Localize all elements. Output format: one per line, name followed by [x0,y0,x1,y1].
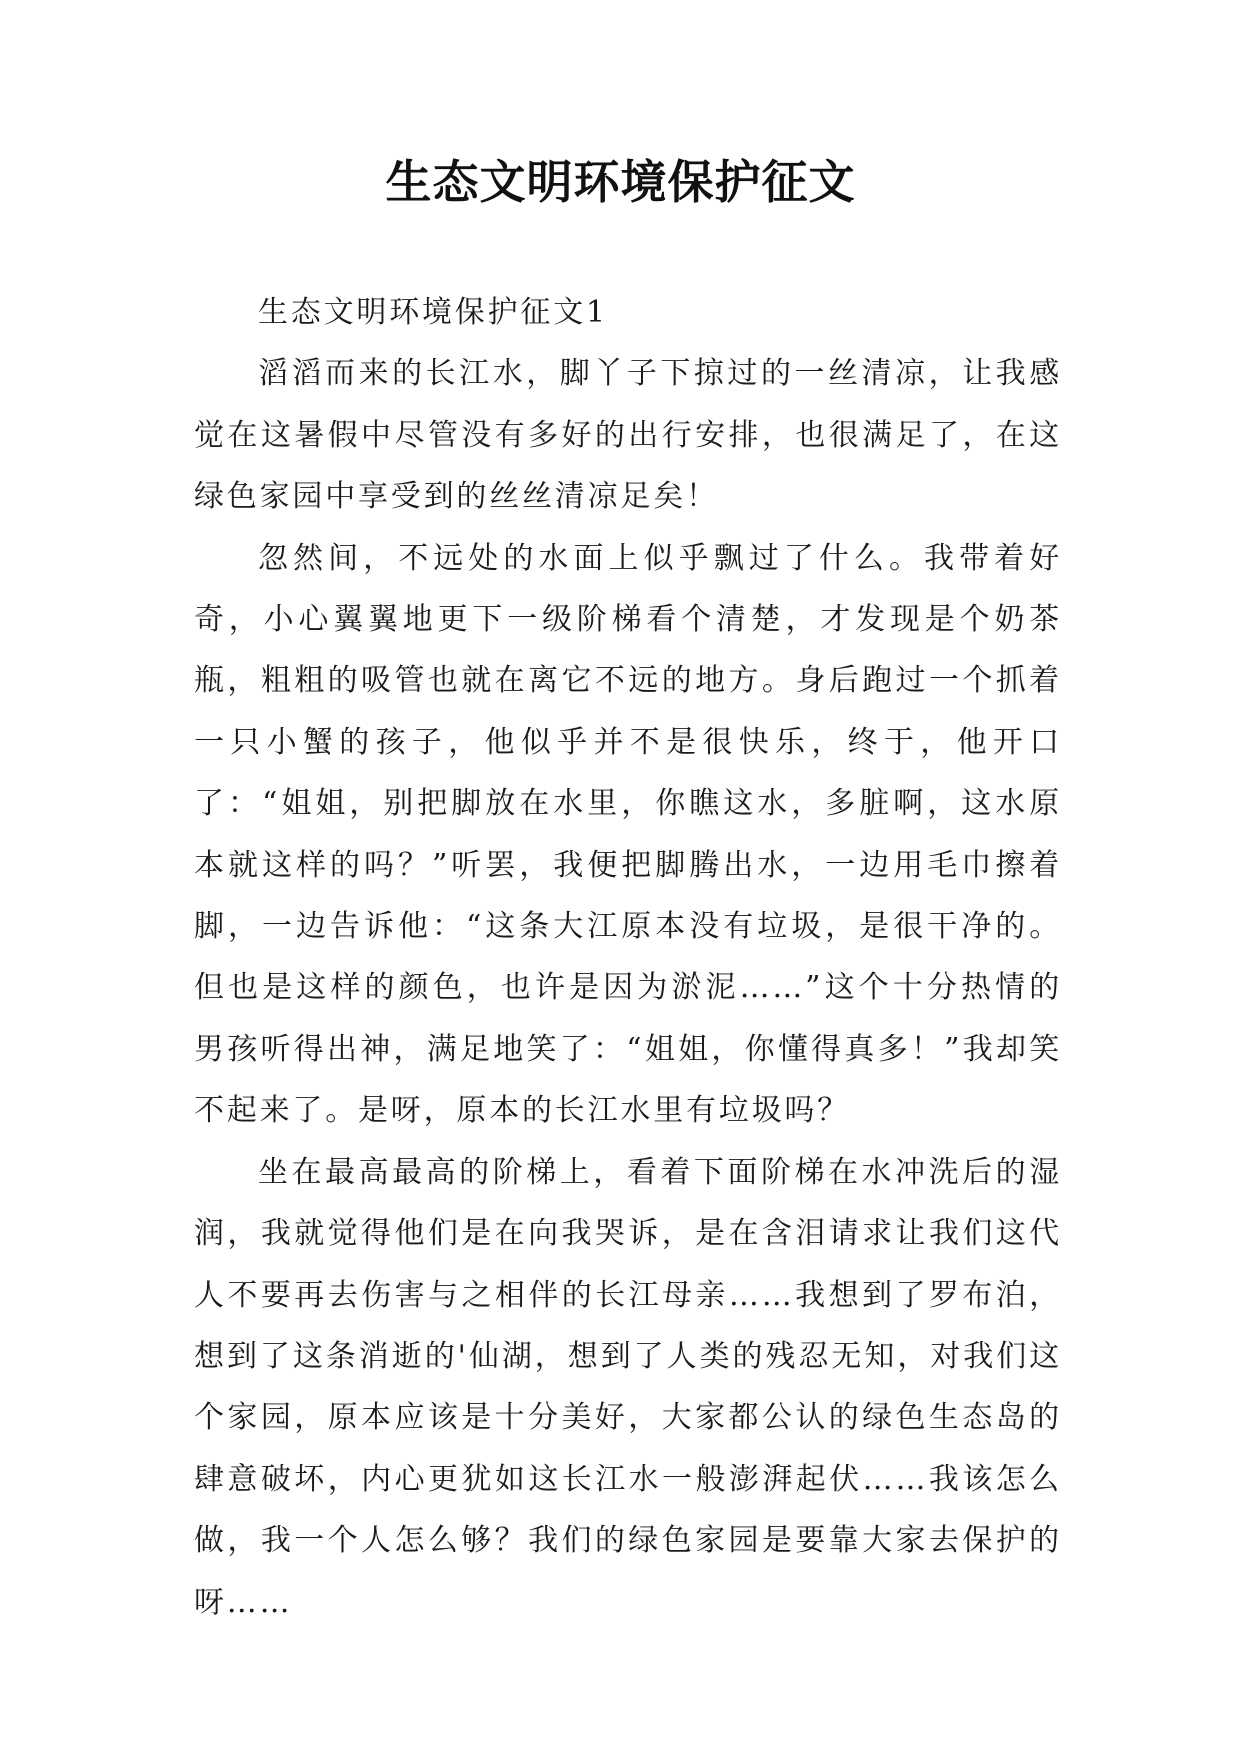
paragraph-1: 滔滔而来的长江水，脚丫子下掠过的一丝清凉，让我感觉在这暑假中尽管没有多好的出行安排，也很满足了，在这绿色家园中享受到的丝丝清凉足矣！ [194,356,1062,515]
document-body [194,282,1062,1633]
essay-subtitle: 生态文明环境保护征文1 [258,295,608,330]
paragraph-2: 忽然间，不远处的水面上似乎飘过了什么。我带着好奇，小心翼翼地更下一级阶梯看个清楚，才发现是个奶茶瓶，粗粗的吸管也就在离它不远的地方。身后跑过一个抓着一只小蟹的孩子，他似乎并不是很快乐，终于，他开口了：“姐姐，别把脚放在水里，你瞧这水，多脏啊，这水原本就这样的吗？”听罢，我便把脚腾出水，一边用毛巾擦着脚，一边告诉他：“这条大江原本没有垃圾，是很干净的。但也是这样的颜色，也许是因为淤泥……”这个十分热情的男孩听得出神，满足地笑了：“姐姐，你懂得真多！”我却笑不起来了。是呀，原本的长江水里有垃圾吗？ [194,540,1062,1129]
document-title: 生态文明环境保护征文 [385,155,856,209]
paragraph-3: 坐在最高最高的阶梯上，看着下面阶梯在水冲洗后的湿润，我就觉得他们是在向我哭诉，是在含泪请求让我们这代人不要再去伤害与之相伴的长江母亲……我想到了罗布泊，想到了这条消逝的'仙湖，想到了人类的残忍无知，对我们这个家园，原本应该是十分美好，大家都公认的绿色生态岛的肆意破坏，内心更犹如这长江水一般澎湃起伏……我该怎么做，我一个人怎么够？我们的绿色家园是要靠大家去保护的呀…… [194,1154,1062,1620]
